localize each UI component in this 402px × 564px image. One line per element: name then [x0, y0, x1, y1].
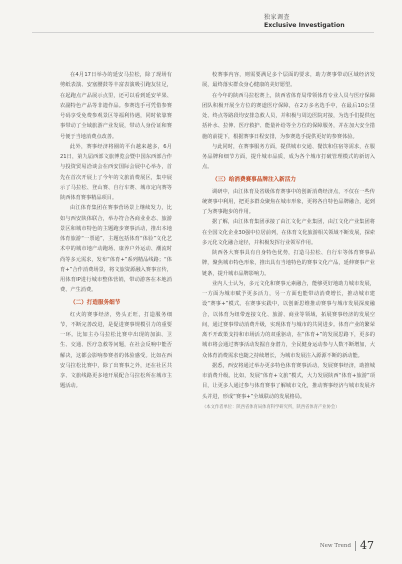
section-label-zh: 独家调查 — [264, 14, 291, 21]
page-footer — [320, 539, 374, 552]
paragraph: 红火的赛事经济，势头正旺，打造服务细节，不断完善改进，是促进赛事规模引力的重要一环。比如主办马拉松比赛中出现的加油、卫生、交通、医疗急救等问题，在社会反响中能否解决，这都会影响参赛者的体验感受。比如在西安马拉松比赛中，除了出赛事之外，还在社区共享、文旅线路更多地开展配合马拉松所在城市主题活动。 — [60, 311, 172, 390]
header-divider — [32, 32, 374, 33]
section-header — [264, 12, 374, 29]
author-footnote: （本文作者单位：陕西省体育局体育科学研究所，陕西省体育产业协会） — [202, 404, 340, 410]
paragraph: 业内人士认为，多元文化和赛事元素融合，能够更好地助力城市发展，一方面为城市赋予更多活力，另一方面也能带动消费增长，推动城市建设“赛事+”模式。在赛事实践中，以创新思维推动赛事与城市发展深度融合，以体育为纽带连接文化、旅游、商业等领域，拓展赛事经济的发展空间，通过赛事带动消费升级，实现体育与城市的共同进步。体育产业的繁荣离不开政策支持和市场活力的双重驱动，在“体育+”的发展思路下，更多的城市将会通过赛事活动发掘自身潜力，全民健身运动参与人数不断增加，大众体育消费需求也随之持续增长，为城市发展注入源源不断的新动能。 — [202, 280, 375, 359]
paragraph: 与此同时，在赛事服务方面，提供城市交通、餐饮和住宿等需求，在服务品牌和细节方面，提升城市品质，成为各个城市打破管理模式的新切入点。 — [202, 143, 375, 171]
paragraph: 陕西各大赛事具有自身特色优势，打造马拉松、自行车等体育赛事品牌，聚焦城市特色形象，推出具有当地特色的赛事文化产品，延伸赛事产业链条，提升城市品牌影响力。 — [202, 250, 375, 277]
magazine-brand: New Trend — [319, 542, 351, 549]
paragraph: 调研中，由江体育及省级体育赛事中的创新消费经济点，不仅在一些传统赛事中利用，把更多群众聚焦在城市形象，更将各自特色品牌融合，起到了为赛事跑步的作用。 — [202, 188, 375, 215]
section-label-en: Exclusive Investigation — [264, 22, 345, 29]
page-number: 47 — [360, 539, 374, 552]
right-column — [202, 70, 375, 540]
section-heading: （三）给消费赛事品牌注入新活力 — [212, 176, 296, 183]
section-heading: （二）打造服务细节 — [70, 299, 121, 306]
paragraph: 校赛事内容，则需要满足多个层面的要求，助力赛事带动区域经济发展，最终落实群众身心健康的美好愿望。 — [202, 72, 375, 89]
paragraph: 由江体育集团在赛事营场景上继续发力，比如与西安陕体联合，举办符合各商业业态、旅游景区和城市特色的主题跑步赛事活动，推出本地体育旅游“一票通”，主题包括体育“体验”文化艺术中的城市地产动跑场、康养户外运动、潮流时尚等多元需求，发布“体育+”系列精品线路；“体育+”合作消费场景，将文旅资源融入赛事宣传，用体育IP进行城市整体营销，带动游客在本地消费、产生消费。 — [60, 205, 172, 294]
paragraph: 据了解，由江体育集团承接了由江文化产业集团，由江文化产业集团将在全国文化企业30强中位居前列，在体育文化旅游相关领域不断发展，探索多元化文化融合途径，并积极发挥行业领军作用。 — [202, 219, 375, 246]
paragraph: 据悉，西安将通过举办更多特色体育赛事活动，发展赛事经济，助推城市消费升级。比如，发展“体育+文旅”模式，大力发展陕西“体育+旅游”项目，让更多人通过参与体育赛事了解城市文化，推动赛事经济与城市发展齐头并进，形成“赛事+”全域联动的发展格局。 — [202, 362, 375, 400]
paragraph: 在4月17日举办的延安马拉松，除了现场有剪纸表演、安塞腰鼓等丰富表演吸引跑友驻足，在起跑点产品展示点里，还可以看到延安苹果、农副特色产品等非遗作品。参赛选手可凭借参赛号码享受免费参观景区等福利待遇，同时依靠赛事带动了全域旅游产业发展，带动人身份证和赛号便于当地消费点改善。 — [60, 72, 172, 140]
paragraph: 此外，赛事经济将圈的平台越来越多，6月21日，第九届西部文旅博览会暨中国东西部合作与投资贸易洽谈会在西安国际会展中心举办，首先在首次开展上了今年的文旅消费展区，集中展示了马拉松、登山赛、自行车赛、城市定向赛等陕西体育赛事精品项目。 — [60, 143, 172, 201]
paragraph: 在今年的陕西马拉松赛上，陕西省体育局带领体育专业人员与医疗保障团队积极开展全方位的赛道医疗保障，在2万多名选手中，在最后10公里处、终点等路段均安排急救人员，并积极与周边医院对接，为选手们提供包括补水、拉伸、医疗救护、能量补给等全方位的保障服务，并在加大安全措施的前提下，根据赛事日程安排，为参赛选手提供更好的参赛体验。 — [202, 92, 375, 140]
footer-divider — [355, 541, 356, 551]
left-column — [60, 70, 172, 536]
